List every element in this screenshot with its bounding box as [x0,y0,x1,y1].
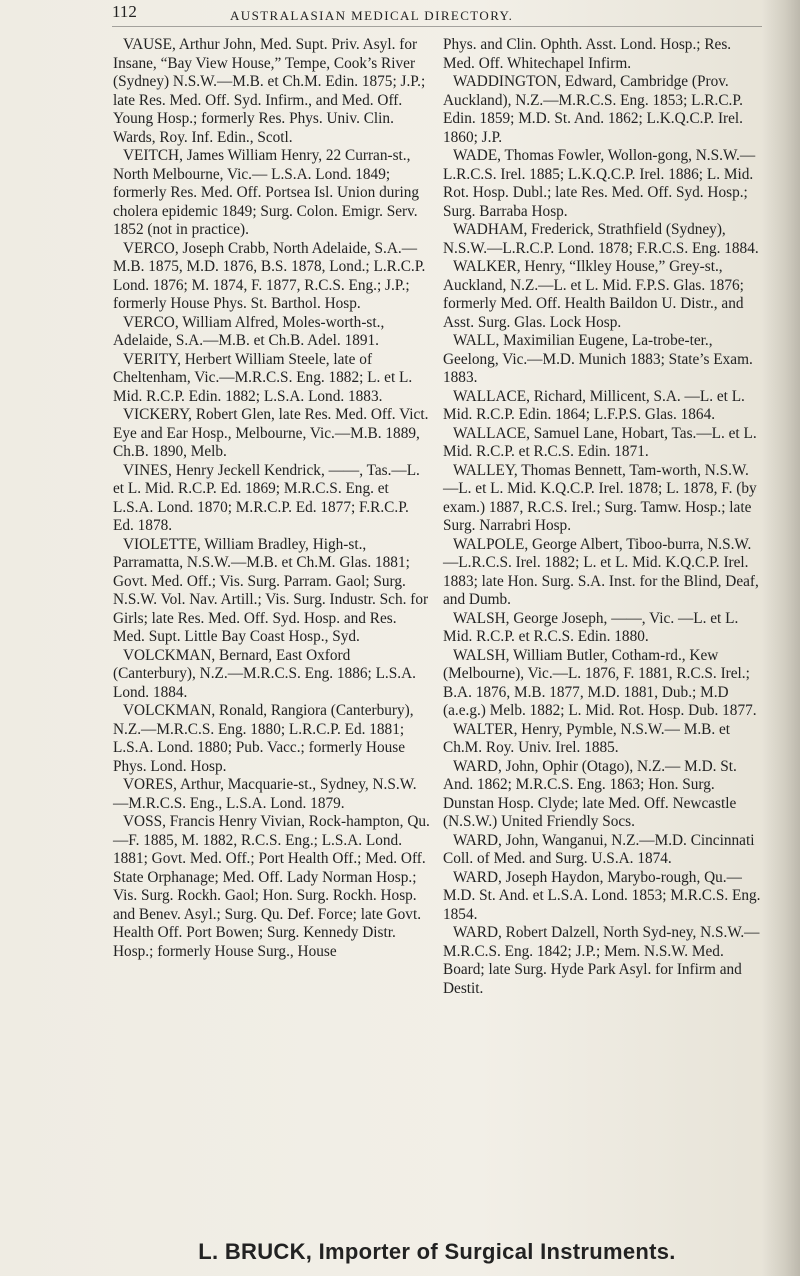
directory-entry [443,221,761,258]
entry-name: VIOLETTE, William Bradley, [123,535,309,553]
entry-text: Cotham-rd., Kew (Melbourne), Vic.—L. 1876, F. 1881, R.C.S. Irel.; B.A. 1876, M.B. 1877, M.D. 1881, Dub.; M.D (a.e.g.) Melb. 1882; L. Mid. Rot. Hosp. Dub. 1877. [443,646,757,719]
directory-entry [443,425,761,462]
entry-text: Strathfield (Sydney), N.S.W.—L.R.C.P. Lond. 1878; F.R.C.S. Eng. 1884. [443,221,759,257]
left-column [113,36,431,961]
directory-entry [443,832,761,869]
entry-text: Ophir (Otago), N.Z.— M.D. St. And. 1862; M.R.C.S. Eng. 1863; Hon. Surg. Dunstan Hosp. Clyde; late Med. Off. Newcastle (N.S.W.) United Friendly Socs. [443,757,737,830]
entry-text: Pymble, N.S.W.— M.B. et Ch.M. Roy. Univ. Irel. 1885. [443,720,731,756]
entry-text: 22 Curran-st., North Melbourne, Vic.— L.S.A. Lond. 1849; formerly Res. Med. Off. Portsea Isl. Union during cholera epidemic 1849; Surg. Colon. Emigr. Serv. 1852 (not in practice). [113,147,420,238]
directory-entry [443,258,761,332]
entry-name: WALKER, Henry, [453,258,566,275]
entry-name: VAUSE, Arthur John, [123,36,257,53]
directory-entry [443,721,761,758]
directory-entry [443,924,761,998]
entry-text: Med. Supt. Priv. Asyl. for Insane, “Bay View House,” Tempe, Cook’s River (Sydney) N.S.W.—M.B. et Ch.M. Edin. 1875; J.P.; late Res. Med. Off. Syd. Infirm., and Med. Off. Young Hosp.; formerly Res. Phys. Univ. Clin. Wards, Roy. Inf. Edin., Scotl. [113,36,426,146]
directory-entry [113,813,431,961]
entry-name: WALL, Maximilian Eugene, [453,332,629,349]
entry-name: VINES, Henry Jeckell Kendrick, [123,461,325,479]
entry-name: VOSS, Francis Henry Vivian, [123,813,305,830]
entry-name: VERCO, William Alfred, [123,313,279,331]
entry-text: Wollon-gong, N.S.W.—L.R.C.S. Irel. 1885; L.K.Q.C.P. Irel. 1886; L. Mid. Rot. Hosp. Dubl.; late Res. Med. Off. Syd. Hosp.; Surg. Barraba Hosp. [443,147,756,220]
directory-entry [113,647,431,703]
directory-entry [113,462,431,536]
entry-name: WALSH, William Butler, [453,646,608,664]
page-gutter-shadow [762,0,800,1276]
directory-entry [443,332,761,388]
entry-name: WARD, John, [453,831,539,849]
directory-entry [113,536,431,647]
entry-name: WALPOLE, George Albert, [453,535,623,553]
entry-text: Tam-worth, N.S.W.—L. et L. Mid. K.Q.C.P. Irel. 1878; L. 1878, F. (by exam.) 1887, R.C.S. Irel.; Surg. Tamw. Hosp.; late Surg. Narrabri Hosp. [443,461,757,534]
entry-name: VEITCH, James William Henry, [123,147,323,164]
entry-text: Macquarie-st., Sydney, N.S.W.—M.R.C.S. Eng., L.S.A. Lond. 1879. [113,776,417,812]
entry-text: Rangiora (Canterbury), N.Z.—M.R.C.S. Eng. 1880; L.R.C.P. Ed. 1881; L.S.A. Lond. 1880; Pub. Vacc.; formerly House Phys. Lond. Hosp. [113,702,414,775]
header-rule [112,26,762,27]
directory-entry [443,462,761,536]
entry-text: ——, Tas.—L. et L. Mid. R.C.P. Ed. 1869; M.R.C.S. Eng. et L.S.A. Lond. 1870; M.R.C.P. Ed. 1877; F.R.C.P. Ed. 1878. [113,461,420,534]
directory-entry [113,776,431,813]
entry-text: Tiboo-burra, N.S.W.—L.R.C.S. Irel. 1882; L. et L. Mid. K.Q.C.P. Irel. 1883; late Hon. Surg. S.A. Inst. for the Blind, Deaf, and Dumb. [443,535,759,608]
entry-name: VOLCKMAN, Bernard, [123,646,273,664]
entry-text: High-st., Parramatta, N.S.W.—M.B. et Ch.M. Glas. 1881; Govt. Med. Off.; Vis. Surg. Parram. Gaol; Surg. N.S.W. Vol. Nav. Artill.; Vis. Surg. Industr. Sch. for Girls; late Res. Med. Off. Syd. Hosp. and Res. Med. Supt. Little Bay Coast Hosp., Syd. [113,535,429,645]
directory-entry [443,610,761,647]
entry-name: WALTER, Henry, [453,720,563,738]
entry-text: North Adelaide, S.A.—M.B. 1875, M.D. 1876, B.S. 1878, Lond.; L.R.C.P. Lond. 1876; M. 1874, F. 1877, R.C.S. Eng.; J.P.; formerly House Phys. St. Barthol. Hosp. [113,239,426,312]
entry-name: VORES, Arthur, [123,776,224,793]
entry-text: East Oxford (Canterbury), N.Z.—M.R.C.S. Eng. 1886; L.S.A. Lond. 1884. [113,646,416,701]
directory-entry [443,647,761,721]
entry-text: North Syd-ney, N.S.W.—M.R.C.S. Eng. 1842; J.P.; Mem. N.S.W. Med. Board; late Surg. Hyde Park Asyl. for Infirm and Destit. [443,924,760,997]
entry-name: WALLACE, Samuel Lane, [453,424,618,442]
entry-name: VERITY, Herbert William Steele, [123,350,330,368]
entry-name: WARD, John, [453,757,539,775]
directory-entry [443,36,761,73]
advertisement-footer: L. BRUCK, Importer of Surgical Instruments. [198,1239,676,1264]
directory-entry [113,702,431,776]
directory-entry [443,73,761,147]
directory-entry [443,147,761,221]
entry-name: WARD, Joseph Haydon, [453,868,604,886]
entry-text: late of Cheltenham, Vic.—M.R.C.S. Eng. 1882; L. et L. Mid. R.C.P. Edin. 1882; L.S.A. Lond. 1883. [113,350,413,405]
directory-entry [443,536,761,610]
entry-text: Wanganui, N.Z.—M.D. Cincinnati Coll. of Med. and Surg. U.S.A. 1874. [443,831,755,867]
directory-entry [113,406,431,462]
directory-entry [113,36,431,147]
entry-name: WALLEY, Thomas Bennett, [453,461,626,479]
entry-name: WALSH, George Joseph, [453,609,608,627]
entry-name: WADE, Thomas Fowler, [453,147,605,164]
right-column [443,36,761,998]
directory-entry [443,869,761,925]
entry-text: Millicent, S.A. —L. et L. Mid. R.C.P. Edin. 1864; L.F.P.S. Glas. 1864. [443,387,745,423]
running-head: AUSTRALASIAN MEDICAL DIRECTORY. [230,8,514,23]
entry-name: VOLCKMAN, Ronald, [123,702,268,719]
directory-entry [443,388,761,425]
entry-name: VICKERY, Robert Glen, [123,406,275,423]
entry-text: Rock-hampton, Qu.—F. 1885, M. 1882, R.C.S. Eng.; L.S.A. Lond. 1881; Govt. Med. Off.; Port Health Off.; Med. Off. State Orphanage; Med. Off. Lady Norman Hosp.; Vis. Surg. Rockh. Gaol; Hon. Surg. Rockh. Hosp. and Benev. Asyl.; Surg. Qu. Def. Force; late Govt. Health Off. Port Bowen; Surg. Kennedy Distr. Hosp.; formerly House Surg., House [113,813,430,960]
page-number: 112 [112,2,137,21]
directory-entry [443,758,761,832]
directory-entry [113,240,431,314]
directory-entry [113,147,431,240]
entry-text: “Ilkley House,” Grey-st., Auckland, N.Z.—L. et L. Mid. F.P.S. Glas. 1876; formerly Med. Off. Health Baildon U. Distr., and Asst. Surg. Glas. Lock Hosp. [443,258,744,331]
entry-text: Hobart, Tas.—L. et L. Mid. R.C.P. et R.C.S. Edin. 1871. [443,424,757,460]
entry-text: ——, Vic. —L. et L. Mid. R.C.P. et R.C.S. Edin. 1880. [443,609,739,645]
entry-text: Moles-worth-st., Adelaide, S.A.—M.B. et Ch.B. Adel. 1891. [113,313,385,349]
entry-name: WADDINGTON, Edward, [453,73,617,90]
entry-name: WADHAM, Frederick, [453,221,594,238]
entry-name: VERCO, Joseph Crabb, [123,239,270,257]
entry-text: late Res. Med. Off. Vict. Eye and Ear Hosp., Melbourne, Vic.—M.B. 1889, Ch.B. 1890, Melb. [113,406,429,460]
entry-name: WALLACE, Richard, [453,387,586,405]
directory-entry [113,314,431,351]
directory-entry [113,351,431,407]
entry-text: Phys. and Clin. Ophth. Asst. Lond. Hosp.; Res. Med. Off. Whitechapel Infirm. [443,36,732,72]
entry-text: Cambridge (Prov. Auckland), N.Z.—M.R.C.S. Eng. 1853; L.R.C.P. Edin. 1859; M.D. St. And. 1862; L.K.Q.C.P. Irel. 1860; J.P. [443,73,743,146]
entry-name: WARD, Robert Dalzell, [453,924,600,941]
entry-text: La-trobe-ter., Geelong, Vic.—M.D. Munich 1883; State’s Exam. 1883. [443,332,753,386]
entry-text: Marybo-rough, Qu.—M.D. St. And. et L.S.A. Lond. 1853; M.R.C.S. Eng. 1854. [443,868,761,923]
